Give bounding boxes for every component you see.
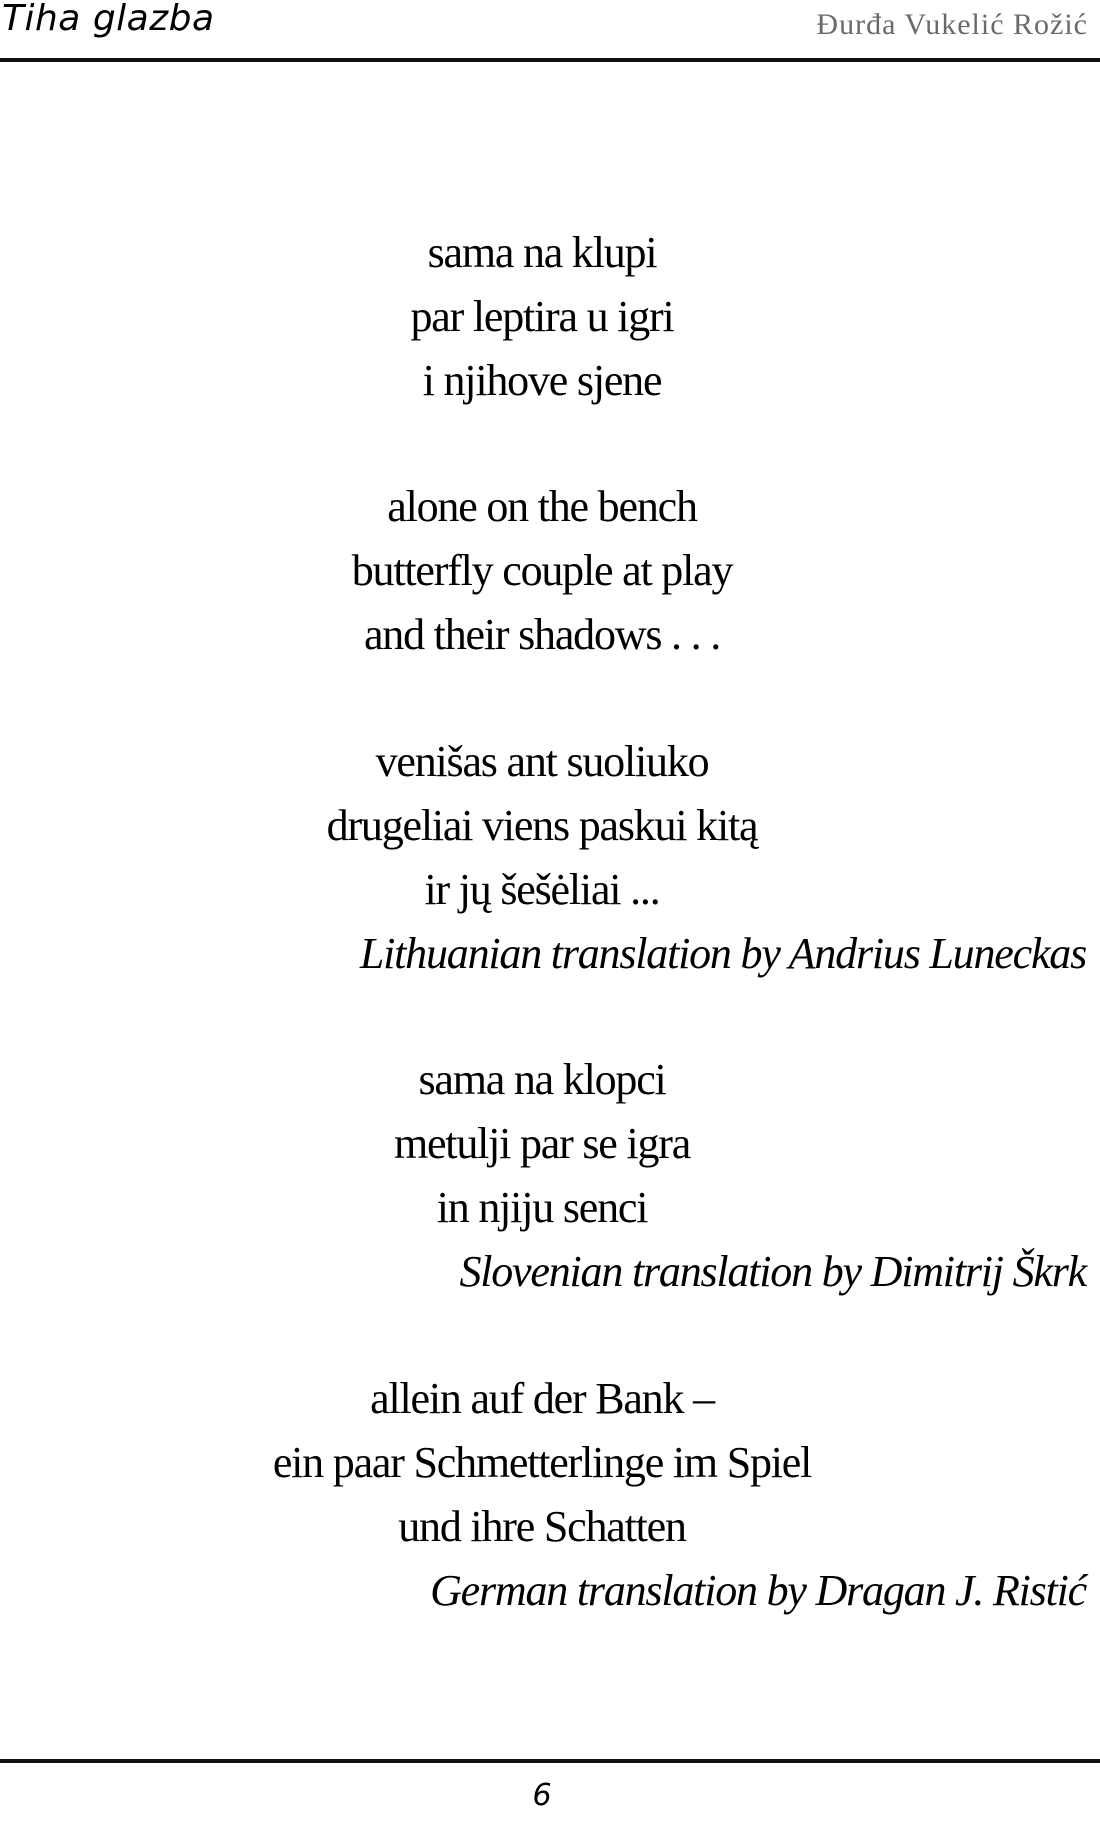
footer-divider bbox=[0, 1759, 1100, 1763]
poem-line: butterfly couple at play bbox=[351, 546, 733, 595]
poem-line: i njihove sjene bbox=[422, 356, 662, 405]
poem-line: and their shadows . . . bbox=[363, 610, 721, 659]
translation-credit: Lithuanian translation by Andrius Luneckas bbox=[359, 929, 1086, 978]
poem-line: allein auf der Bank – bbox=[370, 1374, 714, 1423]
poem-line: sama na klupi bbox=[427, 228, 657, 277]
poem-line: ir jų šešėliai ... bbox=[424, 865, 660, 914]
poem-line: in njiju senci bbox=[436, 1183, 648, 1232]
poem-line: alone on the bench bbox=[387, 482, 697, 531]
poem-line: ein paar Schmetterlinge im Spiel bbox=[272, 1438, 812, 1487]
translation-credit: German translation by Dragan J. Ristić bbox=[430, 1566, 1086, 1615]
page-number: 6 bbox=[532, 1778, 552, 1813]
page-header bbox=[0, 0, 1100, 60]
poem-line: par leptira u igri bbox=[410, 292, 674, 341]
poem-line: venišas ant suoliuko bbox=[375, 737, 709, 786]
book-title: Tiha glazba bbox=[2, 0, 215, 39]
poem-line: metulji par se igra bbox=[393, 1119, 691, 1168]
header-divider bbox=[0, 58, 1100, 62]
author-name: Đurđa Vukelić Rožić bbox=[816, 8, 1088, 41]
translation-credit: Slovenian translation by Dimitrij Škrk bbox=[459, 1247, 1086, 1296]
poem-line: sama na klopci bbox=[418, 1055, 666, 1104]
poem-line: und ihre Schatten bbox=[398, 1502, 686, 1551]
poem-line: drugeliai viens paskui kitą bbox=[326, 801, 758, 850]
